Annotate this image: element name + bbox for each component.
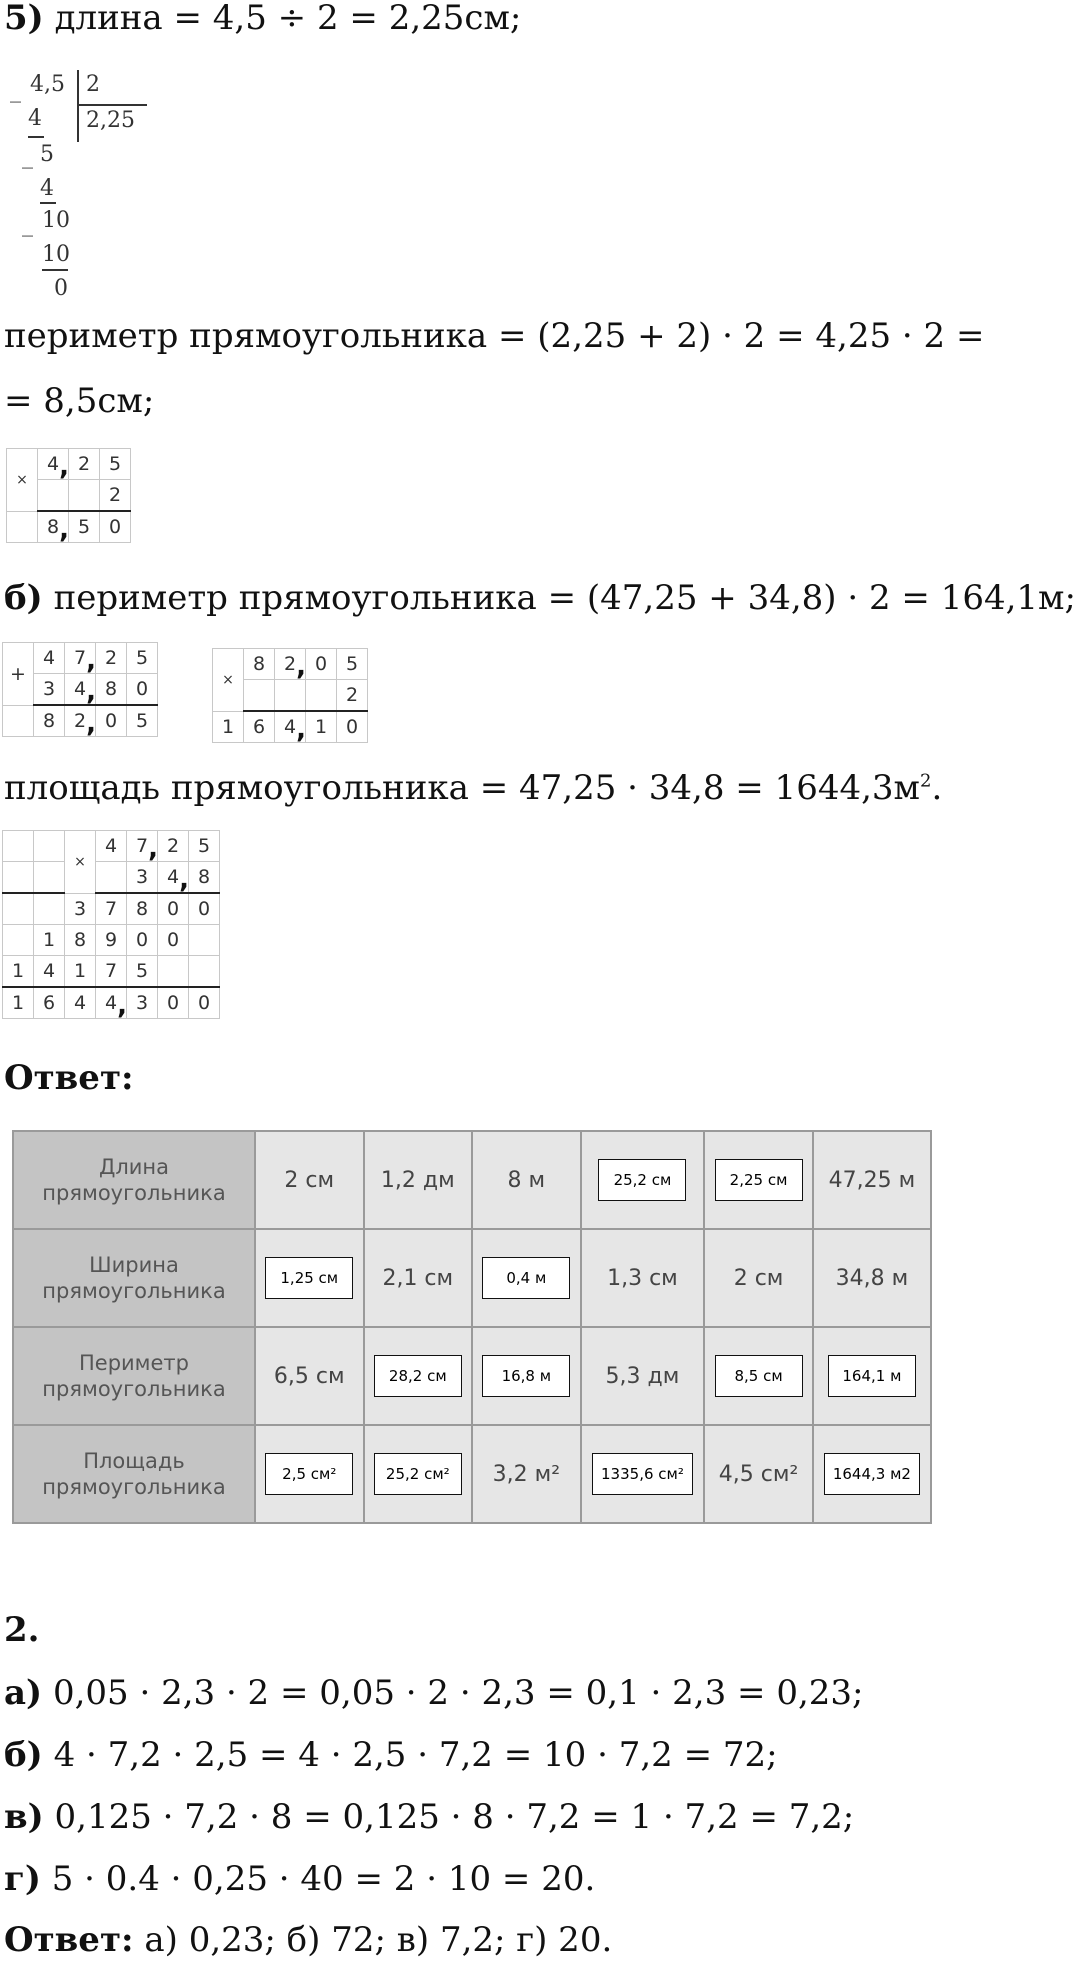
quotient: 2,25 <box>86 108 135 133</box>
dividend: 4,5 <box>30 72 65 97</box>
table-row: Площадь прямоугольника 2,5 см² 25,2 см² 3,2 м² 1335,6 см² 4,5 см² 1644,3 м2 <box>13 1425 931 1523</box>
task2-number: 2. <box>4 1610 40 1650</box>
p5-multiplication-grid: × 4 , 2 5 2 8 , 5 0 <box>6 448 131 543</box>
task2-d: г) 5 · 0.4 · 0,25 · 40 = 2 · 10 = 20. <box>4 1859 596 1899</box>
table-row: Периметр прямоугольника 6,5 см 28,2 см 16,8 м 5,3 дм 8,5 см 164,1 м <box>13 1327 931 1425</box>
task2-answer: Ответ: а) 0,23; б) 72; в) 7,2; г) 20. <box>4 1920 613 1960</box>
p5-perimeter-eq-b: = 8,5см; <box>4 381 155 421</box>
p5-perimeter-eq-a: периметр прямоугольника = (2,25 + 2) · 2 = 4,25 · 2 = <box>4 316 985 356</box>
divisor: 2 <box>86 72 100 97</box>
table-row: Ширина прямоугольника 1,25 см 2,1 см 0,4 м 1,3 см 2 см 34,8 м <box>13 1229 931 1327</box>
p5-length-equation: длина = 4,5 ÷ 2 = 2,25см; <box>54 0 522 38</box>
p6-perimeter-equation: периметр прямоугольника = (47,25 + 34,8) · 2 = 164,1м; <box>53 578 1076 618</box>
p6-area-multiplication-grid: × 4 7 , 2 5 3 4 , 8 3 7 8 0 0 1 8 9 0 0 1 4 1 7 5 1 6 4 4 , 3 0 0 <box>2 830 220 1019</box>
task2-c: в) 0,125 · 7,2 · 8 = 0,125 · 8 · 7,2 = 1 · 7,2 = 7,2; <box>4 1797 855 1837</box>
p5-label: 5) <box>4 0 44 38</box>
p6-area-eq: площадь прямоугольника = $47,25 \cdot 34,8 = 1644,3м^2$. <box>4 768 943 808</box>
task2-b: б) 4 · 7,2 · 2,5 = 4 · 2,5 · 7,2 = 10 · 7,2 = 72; <box>4 1735 778 1775</box>
answer-table <box>12 1130 932 1524</box>
p5-eq1 <box>4 0 521 37</box>
answer-label: Ответ: <box>4 1058 134 1098</box>
long-division: _ 4,5 2 4 2,25 _ 5 4 _ 10 10 0 <box>10 66 150 306</box>
table-row: Длина прямоугольника 2 см 1,2 дм 8 м 25,2 см 2,25 см 47,25 м <box>13 1131 931 1229</box>
p6-multiplication-grid: × 8 2 , 0 5 2 1 6 4 , 1 0 <box>212 648 368 743</box>
task2-a: а) 0,05 · 2,3 · 2 = 0,05 · 2 · 2,3 = 0,1 · 2,3 = 0,23; <box>4 1673 864 1713</box>
p6-label: б) <box>4 578 43 618</box>
p6-eq1 <box>4 580 1076 617</box>
p6-addition-grid: + 4 7 , 2 5 3 4 , 8 0 8 2 , 0 5 <box>2 642 158 737</box>
